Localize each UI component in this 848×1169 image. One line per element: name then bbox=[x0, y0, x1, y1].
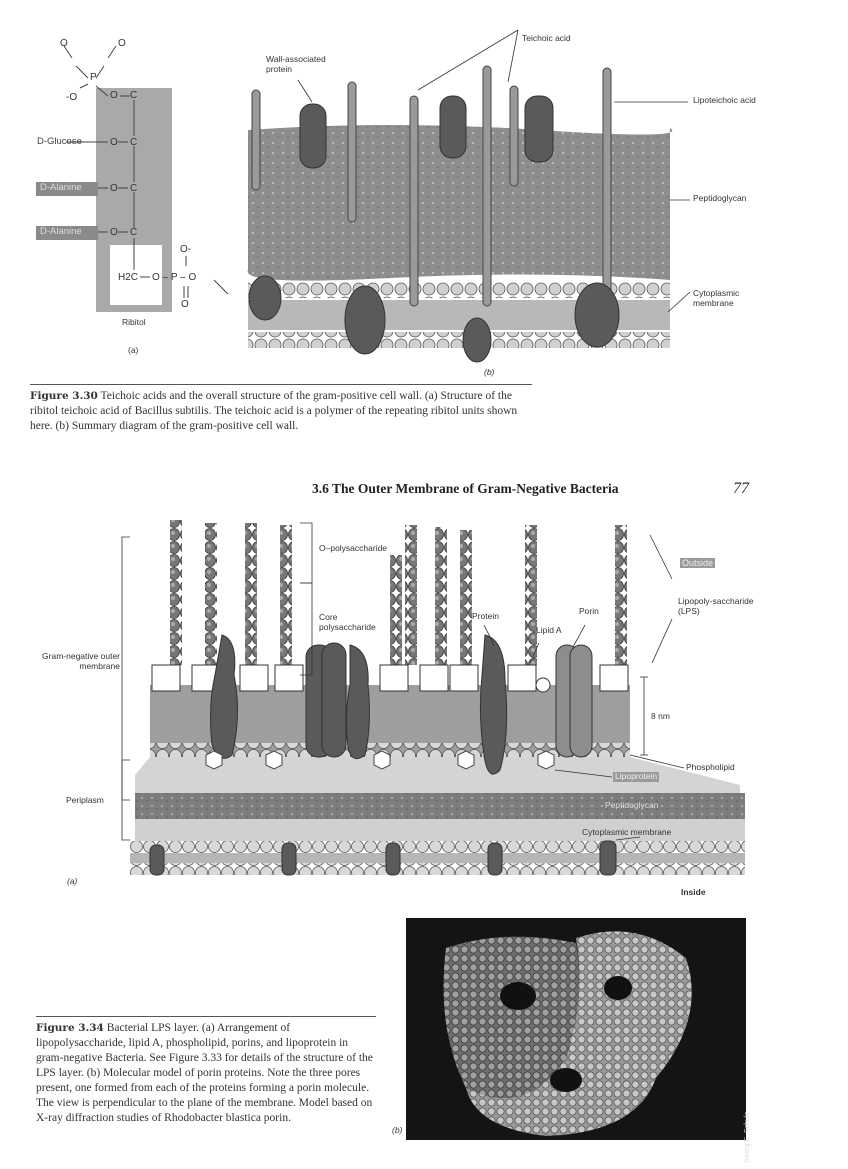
peptidoglycan-label-b: Peptidoglycan bbox=[605, 800, 659, 810]
cytoplasmic-membrane-label: Cytoplasmic membrane bbox=[693, 288, 740, 308]
cytoplasmic-core bbox=[130, 853, 745, 863]
fig330a-bonds bbox=[0, 0, 240, 360]
gram-negative-outer-membrane-label: Gram-negative outer membrane bbox=[42, 651, 120, 671]
cytoplasmic-membrane-label-b: Cytoplasmic membrane bbox=[582, 827, 672, 837]
lps-chain-3 bbox=[245, 523, 257, 665]
c-label-2: C bbox=[130, 137, 138, 148]
o-minus-label-2: O- bbox=[180, 244, 192, 255]
membrane-protein-1 bbox=[249, 276, 281, 320]
o-minus-label: -O bbox=[66, 92, 78, 103]
c-label-1: C bbox=[130, 90, 138, 101]
fig330b-diagram bbox=[240, 30, 840, 380]
lps-chain-4 bbox=[280, 525, 292, 665]
cyto-protein-4 bbox=[488, 843, 502, 875]
lipid-a-box-3 bbox=[240, 665, 268, 691]
fig330-caption-label: Figure 3.30 bbox=[30, 390, 98, 402]
c-label-4: C bbox=[130, 227, 138, 238]
o-polysaccharide-label: O–polysaccharide bbox=[319, 543, 388, 553]
membrane-protein-3 bbox=[463, 318, 491, 362]
lps-chain-9 bbox=[525, 525, 537, 665]
lipoteichoic-strand-1 bbox=[410, 96, 418, 306]
o-top-left: O bbox=[60, 38, 68, 49]
gram-positive-wall-svg bbox=[240, 30, 840, 380]
protein-2 bbox=[346, 645, 369, 759]
cytoplasmic-heads-bottom bbox=[130, 863, 745, 875]
o-label-alanine-2: O bbox=[110, 227, 118, 238]
lps-chain-6 bbox=[405, 525, 417, 665]
periplasm-label: Periplasm bbox=[66, 795, 104, 805]
porin-model-image bbox=[392, 918, 751, 1163]
phosphorus-label: P bbox=[90, 72, 97, 83]
lipid-a-label: Lipid A bbox=[536, 625, 562, 635]
membrane-protein-4 bbox=[575, 283, 619, 347]
lipoteichoic-strand-3 bbox=[603, 68, 611, 308]
cyto-protein-5 bbox=[600, 841, 616, 875]
page-number: 77 bbox=[733, 480, 749, 497]
protein-3 bbox=[480, 635, 506, 774]
cytoplasmic-heads-top bbox=[130, 841, 745, 853]
fig334-caption-label: Figure 3.34 bbox=[36, 1022, 104, 1034]
lipid-a-box-8 bbox=[508, 665, 536, 691]
lps-chain-8 bbox=[460, 530, 472, 665]
lipoprotein-4 bbox=[458, 751, 474, 769]
wall-protein-3 bbox=[525, 96, 553, 162]
wall-protein-1 bbox=[300, 104, 326, 168]
fig334-caption-rule bbox=[36, 1016, 376, 1017]
lipoprotein-label: Lipoprotein bbox=[615, 771, 658, 781]
porin-label: Porin bbox=[579, 606, 599, 616]
o-top-right: O bbox=[118, 38, 126, 49]
wall-associated-protein-label: Wall-associated protein bbox=[266, 54, 326, 74]
wall-protein-2 bbox=[440, 96, 466, 158]
c-label-3: C bbox=[130, 183, 138, 194]
fig330-caption-text: Teichoic acids and the overall structure of the gram-positive cell wall. (a) Structure of the ribitol teichoic acid of Bacillus subtilis. The teichoic acid is a polymer of the repeating ribitol units shown here. (b) Summary diagram of the gram-positive cell wall. bbox=[30, 390, 518, 432]
o-link-label: O bbox=[110, 90, 118, 101]
lipid-a-box-5 bbox=[380, 665, 408, 691]
fig330-caption bbox=[30, 389, 536, 434]
cyto-protein-2 bbox=[282, 843, 296, 875]
fig334-panel-a: (a) bbox=[67, 876, 78, 886]
lipoteichoic-acid-label: Lipoteichoic acid bbox=[693, 95, 756, 105]
ribitol-label: Ribitol bbox=[122, 317, 146, 327]
fig330-panel-b: (b) bbox=[484, 367, 495, 377]
cyto-protein-1 bbox=[150, 845, 164, 875]
pore-1 bbox=[500, 982, 536, 1010]
lipid-a-box-9 bbox=[600, 665, 628, 691]
teichoic-strand-3 bbox=[510, 86, 518, 186]
d-glucose-label: D-Glucose bbox=[37, 136, 82, 147]
pore-2 bbox=[604, 976, 632, 1000]
protein-label: Protein bbox=[472, 611, 499, 621]
lps-chain-2 bbox=[205, 523, 217, 665]
lipoprotein-2 bbox=[266, 751, 282, 769]
fig330-caption-rule bbox=[30, 384, 532, 385]
porin-1b bbox=[322, 643, 346, 757]
lipoteichoic-strand-2 bbox=[483, 66, 491, 306]
o-bottom-label: O bbox=[181, 299, 189, 310]
cyto-protein-3 bbox=[386, 843, 400, 875]
lps-chain-5 bbox=[390, 555, 402, 665]
d-alanine-label-2: D-Alanine bbox=[40, 226, 82, 237]
outside-label: Outside bbox=[682, 558, 714, 568]
phospholipid-label: Phospholipid bbox=[686, 762, 735, 772]
fig330a-structure bbox=[0, 0, 240, 360]
lipid-a-box-4 bbox=[275, 665, 303, 691]
peptidoglycan-label: Peptidoglycan bbox=[693, 193, 747, 203]
membrane-protein-2 bbox=[345, 286, 385, 354]
inside-label: Inside bbox=[681, 887, 706, 897]
fig330-panel-a: (a) bbox=[128, 345, 139, 355]
image-credit: Georg E. Schulz bbox=[744, 1112, 751, 1163]
lipoprotein-5 bbox=[538, 751, 554, 769]
o-label-glucose: O bbox=[110, 137, 118, 148]
phosphate-group-label: O – P – O bbox=[152, 272, 197, 283]
lps-chain-10 bbox=[615, 525, 627, 665]
lipopolysaccharide-label: Lipopoly-saccharide (LPS) bbox=[678, 596, 754, 616]
fig334-panel-b: (b) bbox=[392, 1125, 403, 1135]
lipid-a-box-1 bbox=[152, 665, 180, 691]
teichoic-acid-label: Teichoic acid bbox=[522, 33, 571, 43]
lps-chains bbox=[170, 520, 627, 665]
section-header: 3.6 The Outer Membrane of Gram-Negative Bacteria bbox=[312, 481, 619, 496]
teichoic-strand-1 bbox=[252, 90, 260, 190]
porin-model-svg bbox=[406, 918, 746, 1140]
lipoprotein-1 bbox=[206, 751, 222, 769]
d-alanine-label-1: D-Alanine bbox=[40, 182, 82, 193]
gram-negative-wall-svg bbox=[0, 515, 848, 890]
lipoprotein-3 bbox=[374, 751, 390, 769]
lps-chain-7 bbox=[435, 527, 447, 665]
h2c-label: H2C bbox=[118, 272, 139, 283]
fig334-caption bbox=[36, 1021, 378, 1126]
porin-2b bbox=[570, 645, 592, 757]
lipid-a-head bbox=[536, 678, 550, 692]
fig334a-diagram bbox=[0, 515, 848, 897]
lipid-a-box-6 bbox=[420, 665, 448, 691]
o-label-alanine-1: O bbox=[110, 183, 118, 194]
pore-3 bbox=[550, 1068, 582, 1092]
teichoic-strand-2 bbox=[348, 82, 356, 222]
lps-chain-1 bbox=[170, 520, 182, 665]
fig334-caption-text: Bacterial LPS layer. (a) Arrangement of lipopolysaccharide, lipid A, phospholipid, porins, and lipoprotein in gram-negative Bacteria. See Figure 3.33 for details of the structure of the LPS layer. (b) Molecular model of porin proteins. Note the three pores present, one formed from each of the proteins forming a porin molecule. The view is perpendicular to the plane of the membrane. Model based on X-ray diffraction studies of Rhodobacter blastica porin. bbox=[36, 1022, 373, 1124]
eight-nm-label: 8 nm bbox=[651, 711, 670, 721]
core-polysaccharide-label: Core polysaccharide bbox=[319, 612, 376, 632]
lipid-a-box-7 bbox=[450, 665, 478, 691]
porin-monomer-2 bbox=[566, 931, 692, 1080]
